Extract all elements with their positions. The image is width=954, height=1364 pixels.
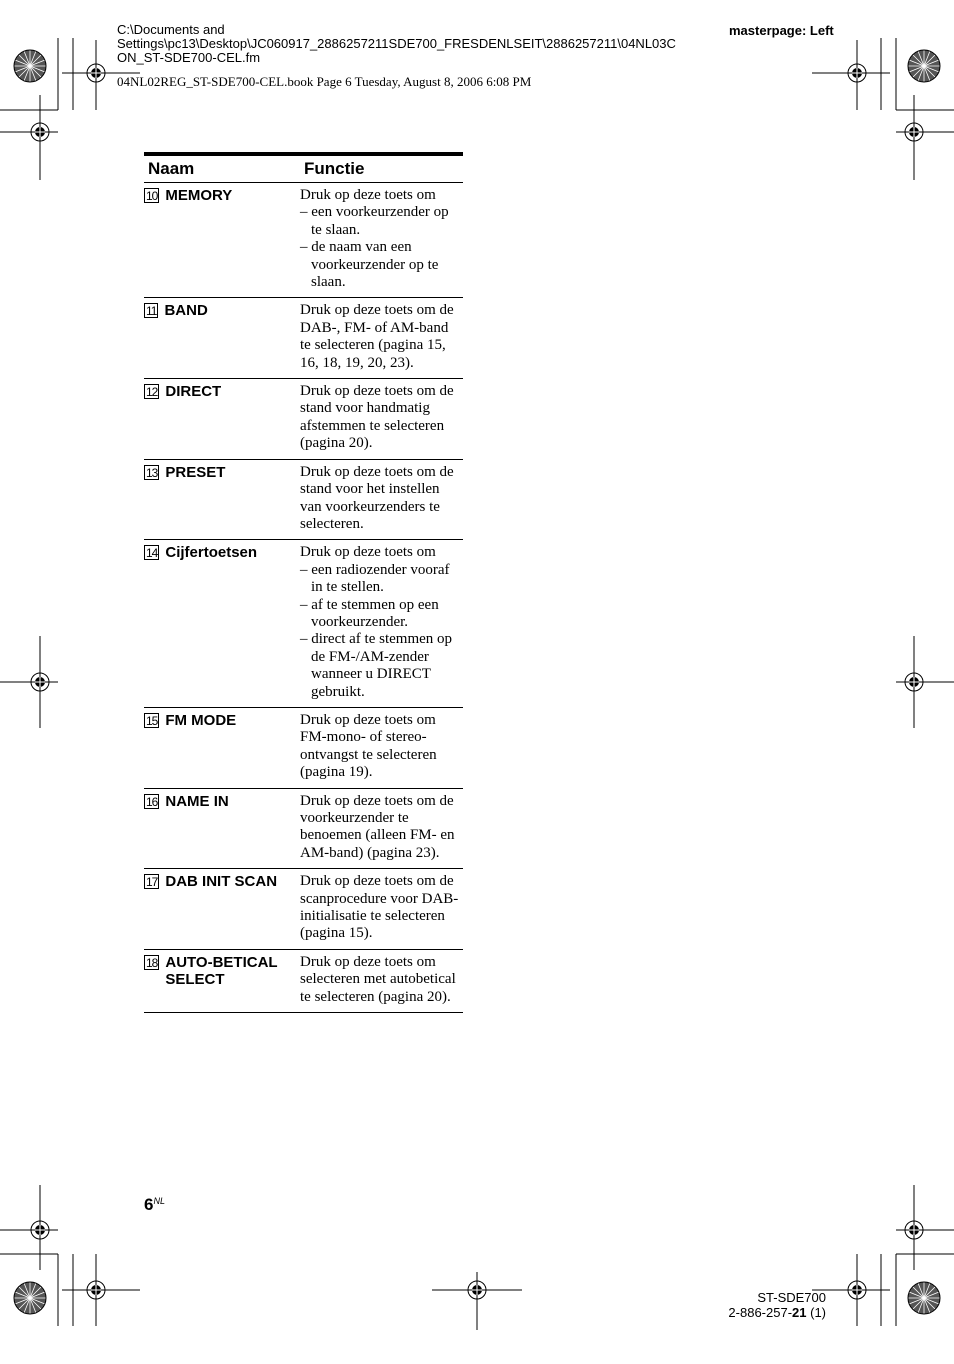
function-text: Druk op deze toets om de scanprocedure voor DAB-initialisatie te selecteren (pagina 15). <box>300 873 459 942</box>
path-line: Settings\pc13\Desktop\JC060917_2886257211SDE700_FRESDENLSEIT\2886257211\04NL03C <box>117 36 676 51</box>
part-bold: 21 <box>792 1305 807 1320</box>
row-function-cell <box>300 544 463 701</box>
function-bullet: – de naam van een voorkeurzender op te slaan. <box>300 239 439 291</box>
path-line: C:\Documents and <box>117 22 225 37</box>
item-name: Cijfertoetsen <box>165 544 258 562</box>
table-row <box>144 708 463 789</box>
part-suffix: (1) <box>806 1305 826 1320</box>
table-row <box>144 950 463 1013</box>
row-function-cell <box>300 302 463 372</box>
function-bullet: – direct af te stemmen op de FM-/AM-zender wanneer u DIRECT gebruikt. <box>300 631 453 700</box>
table-row <box>144 379 463 460</box>
item-name: PRESET <box>165 463 226 481</box>
item-name: DAB INIT SCAN <box>165 873 278 891</box>
row-name-cell <box>144 544 300 701</box>
item-name: NAME IN <box>165 792 229 810</box>
page-number-suffix: NL <box>153 1196 165 1206</box>
row-name-cell <box>144 464 300 534</box>
function-text: Druk op deze toets om de DAB-, FM- of AM-band te selecteren (pagina 15, 16, 18, 19, 20, 23). <box>300 302 454 371</box>
item-number-box: 15 <box>146 713 158 728</box>
function-text: Druk op deze toets om <box>300 187 436 203</box>
page-number <box>144 1195 165 1215</box>
row-name-cell <box>144 954 300 1006</box>
row-name-cell <box>144 383 300 453</box>
column-header-name: Naam <box>148 159 195 178</box>
page-number-value: 6 <box>144 1195 154 1214</box>
function-text: Druk op deze toets om de voorkeurzender te benoemen (alleen FM- en AM-band) (pagina 23). <box>300 792 455 861</box>
masterpage-label: masterpage: Left <box>729 23 834 38</box>
item-number-box: 17 <box>146 875 158 890</box>
table-row <box>144 540 463 708</box>
item-number-box: 16 <box>146 794 158 809</box>
table-header <box>144 156 463 183</box>
item-number-box: 11 <box>146 304 157 319</box>
item-number-box: 12 <box>146 385 158 400</box>
item-name: MEMORY <box>165 187 233 204</box>
row-function-cell <box>300 873 463 943</box>
row-function-cell <box>300 954 463 1006</box>
row-name-cell <box>144 712 300 782</box>
function-text: Druk op deze toets om selecteren met autobetical te selecteren (pagina 20). <box>300 953 456 1005</box>
function-bullet: – een voorkeurzender op te slaan. <box>300 204 449 238</box>
function-text: Druk op deze toets om <box>300 544 436 561</box>
function-text: Druk op deze toets om de stand voor handmatig afstemmen te selecteren (pagina 20). <box>300 383 454 452</box>
function-table <box>144 152 463 1013</box>
model-info <box>700 1290 826 1320</box>
row-name-cell <box>144 302 300 372</box>
row-function-cell <box>300 712 463 782</box>
row-name-cell <box>144 187 300 291</box>
item-number-box: 10 <box>146 189 158 203</box>
item-number-box: 13 <box>146 465 158 480</box>
table-row <box>144 183 463 298</box>
table-row <box>144 460 463 541</box>
table-row <box>144 869 463 950</box>
table-row <box>144 789 463 870</box>
function-bullet: – af te stemmen op een voorkeurzender. <box>300 596 439 630</box>
part-prefix: 2-886-257- <box>728 1305 793 1320</box>
model-name: ST-SDE700 <box>757 1290 826 1305</box>
row-function-cell <box>300 187 463 291</box>
item-name: DIRECT <box>165 383 222 401</box>
item-name: BAND <box>164 302 208 320</box>
row-name-cell <box>144 793 300 863</box>
function-bullet: – een radiozender vooraf in te stellen. <box>300 561 450 596</box>
function-text: Druk op deze toets om FM-mono- of stereo-ontvangst te selecteren (pagina 19). <box>300 711 437 781</box>
item-number-box: 18 <box>146 955 158 970</box>
book-info-line: 04NL02REG_ST-SDE700-CEL.book Page 6 Tuesday, August 8, 2006 6:08 PM <box>117 74 532 89</box>
item-name: FM MODE <box>165 711 237 729</box>
column-header-function: Functie <box>304 159 365 178</box>
table-row <box>144 298 463 379</box>
function-text: Druk op deze toets om de stand voor het instellen van voorkeurzenders te selecteren. <box>300 463 454 532</box>
row-function-cell <box>300 383 463 453</box>
path-line: ON_ST-SDE700-CEL.fm <box>117 50 261 65</box>
table-body <box>144 183 463 1013</box>
row-name-cell <box>144 873 300 943</box>
item-number-box: 14 <box>146 546 158 561</box>
item-name: AUTO-BETICAL SELECT <box>165 953 278 988</box>
row-function-cell <box>300 793 463 863</box>
row-function-cell <box>300 464 463 534</box>
part-number <box>700 1305 826 1320</box>
